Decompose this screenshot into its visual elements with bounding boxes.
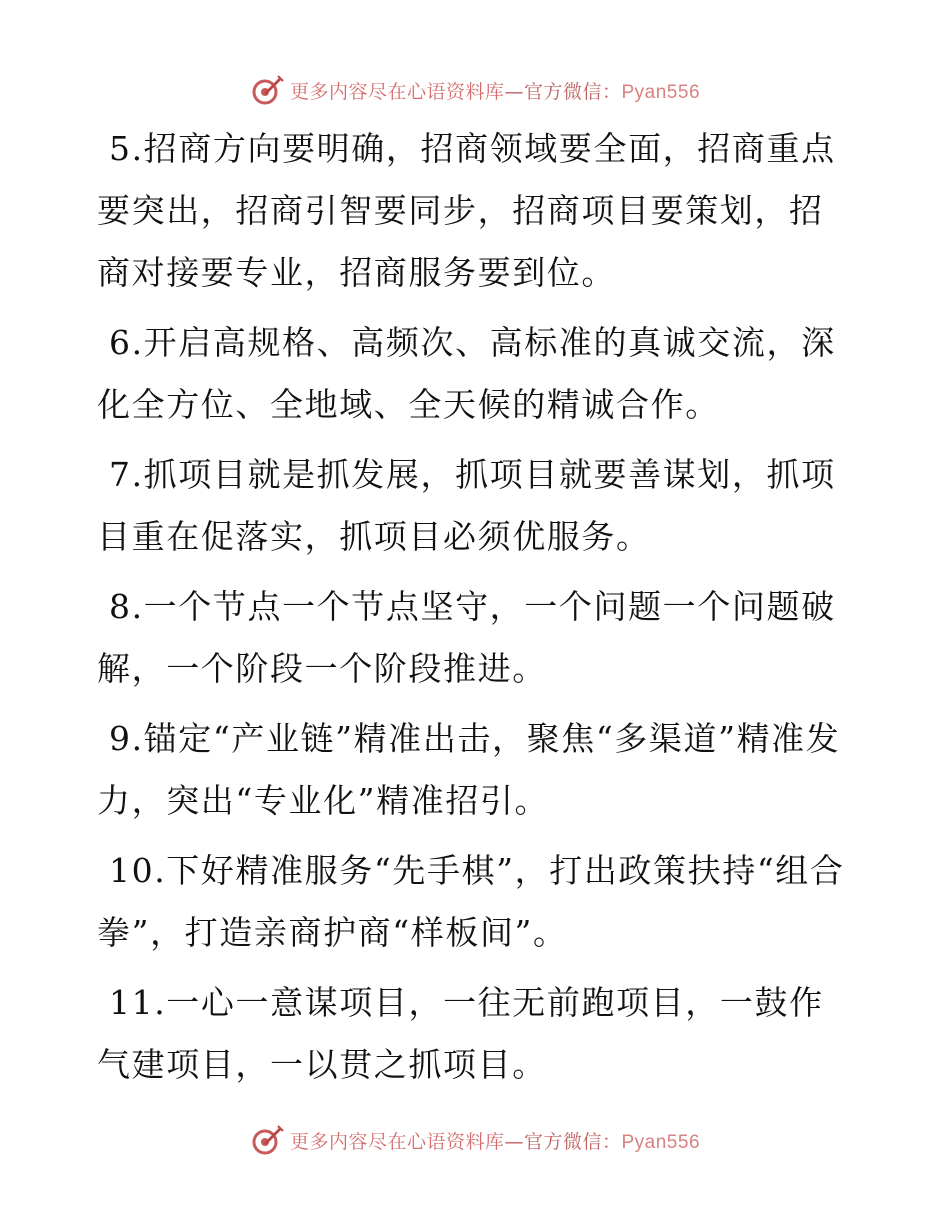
header-banner <box>0 70 950 110</box>
paragraph-5: 5.招商方向要明确，招商领域要全面，招商重点要突出，招商引智要同步，招商项目要策划，招商对接要专业，招商服务要到位。 <box>97 129 836 292</box>
header-wechat-id: Pyan556 <box>621 81 701 103</box>
document-body <box>97 118 857 1104</box>
header-banner-inner <box>250 73 700 107</box>
footer-banner <box>0 1120 950 1160</box>
footer-banner-text <box>290 1127 700 1154</box>
footer-wechat-label: 官方微信： <box>523 1130 622 1153</box>
footer-site-text: 更多内容尽在心语资料库 <box>289 1130 505 1153</box>
pen-logo-icon <box>250 73 284 107</box>
footer-wechat-id: Pyan556 <box>621 1131 701 1153</box>
pen-logo-icon <box>250 1123 284 1157</box>
header-wechat-label: 官方微信： <box>523 80 622 103</box>
paragraph-10: 10.下好精准服务“先手棋”，打出政策扶持“组合拳”，打造亲商护商“样板间”。 <box>97 851 845 952</box>
footer-dash: — <box>504 1130 524 1153</box>
paragraph-8: 8.一个节点一个节点坚守，一个问题一个问题破解，一个阶段一个阶段推进。 <box>97 587 836 688</box>
footer-banner-inner <box>250 1123 700 1157</box>
header-dash: — <box>504 80 524 103</box>
paragraph-11: 11.一心一意谋项目，一往无前跑项目，一鼓作气建项目，一以贯之抓项目。 <box>97 983 824 1084</box>
header-banner-text <box>290 77 700 104</box>
paragraph-6: 6.开启高规格、高频次、高标准的真诚交流，深化全方位、全地域、全天候的精诚合作。 <box>97 323 836 424</box>
header-site-text: 更多内容尽在心语资料库 <box>289 80 505 103</box>
paragraph-7: 7.抓项目就是抓发展，抓项目就要善谋划，抓项目重在促落实，抓项目必须优服务。 <box>97 455 836 556</box>
paragraph-9: 9.锚定“产业链”精准出击，聚焦“多渠道”精准发力，突出“专业化”精准招引。 <box>97 719 841 820</box>
